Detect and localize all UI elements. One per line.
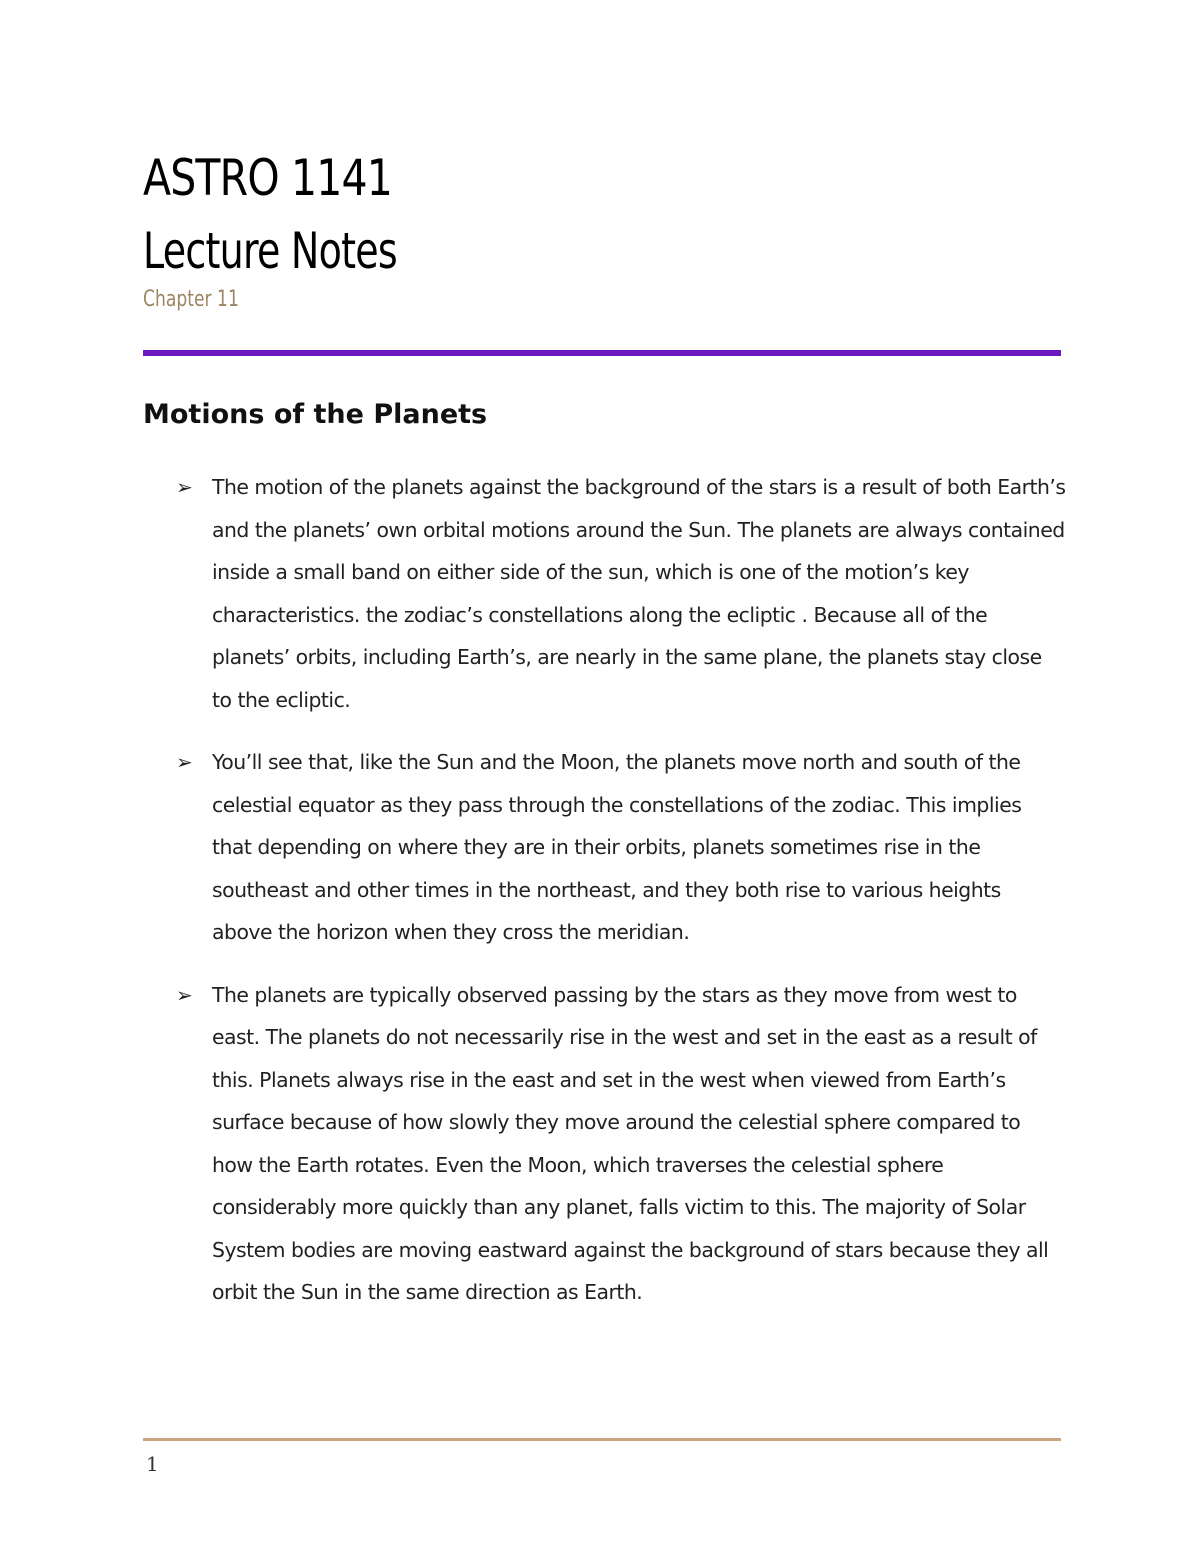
header-divider	[143, 350, 1061, 356]
document-title: ASTRO 1141	[143, 149, 393, 207]
footer-divider	[143, 1438, 1061, 1441]
arrow-bullet-icon: ➢	[176, 750, 193, 774]
bullet-text: The motion of the planets against the background of the stars is a result of both Earth’s and the planets’ own orbital motions around the Sun. The planets are always contained inside a small band on either side of the sun, which is one of the motion’s key characteristics. the zodiac’s constellations along the ecliptic . Because all of the planets’ orbits, including Earth’s, are nearly in the same plane, the planets stay close to the ecliptic.	[212, 475, 1066, 712]
document-subtitle: Lecture Notes	[143, 222, 397, 280]
list-item	[176, 974, 1066, 1314]
list-item	[176, 741, 1066, 954]
bullet-text: You’ll see that, like the Sun and the Moon, the planets move north and south of the celestial equator as they pass through the constellations of the zodiac. This implies that depending on where they are in their orbits, planets sometimes rise in the southeast and other times in the northeast, and they both rise to various heights above the horizon when they cross the meridian.	[212, 750, 1022, 944]
chapter-label: Chapter 11	[143, 287, 239, 312]
page-number: 1	[146, 1452, 159, 1476]
section-heading: Motions of the Planets	[143, 399, 488, 430]
list-item	[176, 466, 1066, 721]
arrow-bullet-icon: ➢	[176, 475, 193, 499]
bullet-list	[176, 466, 1066, 1334]
arrow-bullet-icon: ➢	[176, 982, 193, 1007]
bullet-text: The planets are typically observed passing by the stars as they move from west to east. The planets do not necessarily rise in the west and set in the east as a result of this. Planets always rise in the east and set in the west when viewed from Earth’s surface because of how slowly they move around the celestial sphere compared to how the Earth rotates. Even the Moon, which traverses the celestial sphere considerably more quickly than any planet, falls victim to this. The majority of Solar System bodies are moving eastward against the background of stars because they all orbit the Sun in the same direction as Earth.	[212, 982, 1049, 1304]
